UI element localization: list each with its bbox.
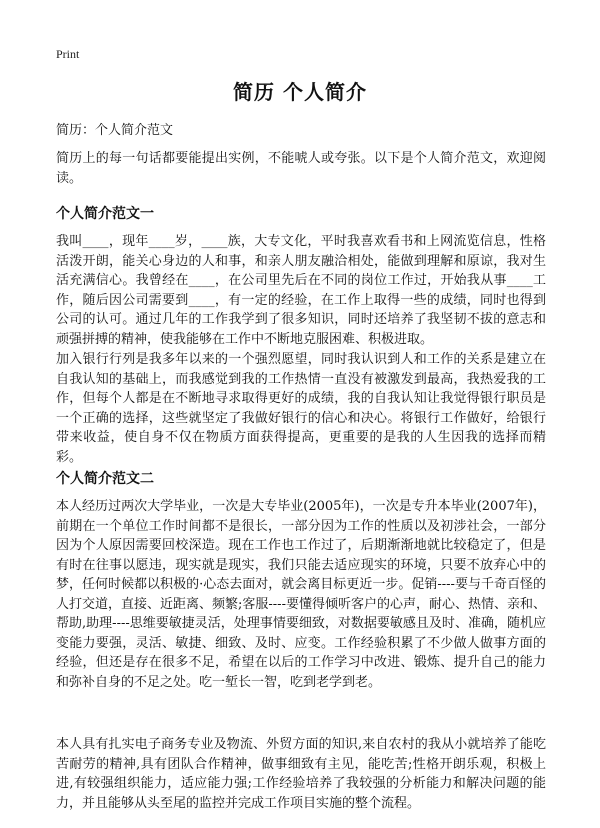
section-2-paragraph-1: 本人经历过两次大学毕业，一次是大专毕业(2005年)，一次是专升本毕业(2007年)，前期在一个单位工作时间都不是很长，一部分因为工作的性质以及初涉社会，一部分因为个人原因需要回校深造。现在工作也工作过了，后期渐渐地就比较稳定了，但是有时在往事以愿违，现实就是现实，我们只能去适应现实的环境，只要不放弃心中的梦，任何时候都以积极的·心态去面对，就会离目标更近一步。促销----要与千奇百怪的人打交道，直接、近距离、频繁;客服----要懂得倾听客户的心声，耐心、热情、亲和、帮助,助理----思维要敏捷灵活，处理事情要细致，对数据要敏感且及时、准确，随机应变能力要强，灵活、敏捷、细致、及时、应变。工作经验积累了不少做人做事方面的经验，但还是存在很多不足，希望在以后的工作学习中改进、锻炼、提升自己的能力和弥补自身的不足之处。吃一堑长一智，吃到老学到老。	[56, 499, 546, 690]
document-subtitle: 简历：个人简介范文	[56, 123, 174, 138]
print-link[interactable]: Print	[56, 47, 80, 61]
page-title: 简历 个人简介	[233, 80, 367, 104]
section-heading-2: 个人简介范文二	[56, 471, 154, 487]
section-heading-1: 个人简介范文一	[56, 206, 154, 222]
section-1-paragraph-1: 我叫____，现年____岁，____族，大专文化，平时我喜欢看书和上网流览信息，性格活泼开朗，能关心身边的人和事，和亲人朋友融洽相处，能做到理解和原谅，我对生活充满信心。我曾经在____，在公司里先后在不同的岗位工作过，开始我从事____工作，随后因公司需要到____，有一定的经验，在工作上取得一些的成绩，同时也得到公司的认可。通过几年的工作我学到了很多知识，同时还培养了我坚韧不拔的意志和顽强拼搏的精神，使我能够在工作中不断地克服困难、积极进取。	[56, 234, 546, 347]
intro-paragraph: 简历上的每一句话都要能提出实例，不能唬人或夸张。以下是个人简介范文，欢迎阅读。	[56, 151, 546, 186]
section-1-paragraph-2: 加入银行行列是我多年以来的一个强烈愿望，同时我认识到人和工作的关系是建立在自我认知的基础上，而我感觉到我的工作热情一直没有被激发到最高，我热爱我的工作，但每个人都是在不断地寻求取得更好的成绩，我的自我认知让我觉得银行职员是一个正确的选择，这些就坚定了我做好银行的信心和决心。将银行工作做好，给银行带来收益，使自身不仅在物质方面获得提高，更重要的是我的人生因我的选择而精彩。	[56, 352, 546, 465]
section-2-paragraph-2: 本人具有扎实电子商务专业及物流、外贸方面的知识,来自农村的我从小就培养了能吃苦耐劳的精神,具有团队合作精神，做事细致有主见，能吃苦;性格开朗乐观，积极上进,有较强组织能力，适应能力强;工作经验培养了我较强的分析能力和解决问题的能力，并且能够从头至尾的监控并完成工作项目实施的整个流程。	[56, 737, 546, 811]
